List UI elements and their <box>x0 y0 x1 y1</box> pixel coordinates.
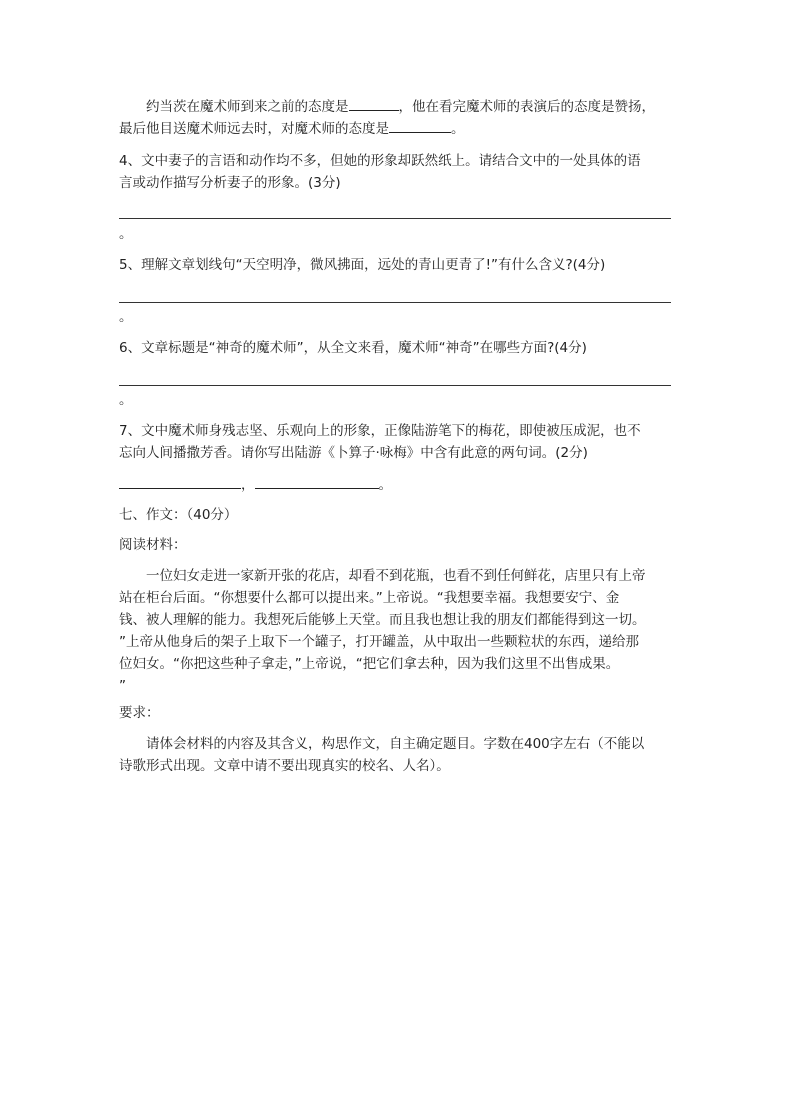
passage-line-2: 站在柜台后面。“你想要什么都可以提出来。”上帝说。“我想要幸福。我想要安宁、金 <box>119 590 620 606</box>
intro-text-a: 约当茨在魔术师到来之前的态度是 <box>146 99 349 115</box>
intro-line-2 <box>119 118 679 140</box>
question-7-line-1: 7、文中魔术师身残志坚、乐观向上的形象，正像陆游笔下的梅花，即使被压成泥，也不 <box>119 423 641 439</box>
intro-text-b: ，他在看完魔术师的表演后的态度是赞扬， <box>398 99 655 115</box>
question-6-line-1: 6、文章标题是“神奇的魔术师”，从全文来看，魔术师“神奇”在哪些方面?(4分) <box>119 340 587 356</box>
passage-line-5: 位妇女。“你把这些种子拿走，”上帝说，“把它们拿去种，因为我们这里不出售成果。 <box>119 656 620 672</box>
question-7-answer <box>119 474 679 496</box>
answer-line-q4[interactable] <box>119 218 671 219</box>
question-4-line-1: 4、文中妻子的言语和动作均不多，但她的形象却跃然纸上。请结合文中的一处具体的语 <box>119 153 641 169</box>
question-5-line-1: 5、理解文章划线句“天空明净，微风拂面，远处的青山更青了!”有什么含义?(4分) <box>119 257 606 273</box>
reading-material-label: 阅读材料： <box>119 537 187 553</box>
answer-end-q6: 。 <box>119 392 133 408</box>
intro-text-end: 。 <box>451 121 465 137</box>
poem-separator: ， <box>241 477 255 493</box>
question-4 <box>119 150 679 194</box>
reading-material-passage <box>119 565 679 697</box>
answer-line-q5[interactable] <box>119 302 671 303</box>
blank-poem-line-2[interactable] <box>255 474 379 489</box>
passage-line-3: 钱、被人理解的能力。我想死后能够上天堂。而且我也想让我的朋友们都能得到这一切。 <box>119 612 646 628</box>
requirements-line-1: 请体会材料的内容及其含义，构思作文，自主确定题目。字数在400字左右（不能以 <box>146 736 645 752</box>
passage-line-4: ”上帝从他身后的架子上取下一个罐子，打开罐盖，从中取出一些颗粒状的东西，递给那 <box>119 634 639 650</box>
blank-poem-line-1[interactable] <box>119 474 241 489</box>
answer-end-q4: 。 <box>119 226 133 242</box>
poem-end: 。 <box>378 477 392 493</box>
answer-end-q5: 。 <box>119 309 133 325</box>
passage-line-6: ” <box>119 678 126 694</box>
intro-line-1 <box>119 96 706 118</box>
blank-farewell-attitude[interactable] <box>389 118 451 133</box>
composition-heading: 七、作文：（40分） <box>119 507 238 523</box>
answer-line-q6[interactable] <box>119 385 671 386</box>
requirements-text <box>119 733 679 777</box>
intro-text-c: 最后他目送魔术师远去时，对魔术师的态度是 <box>119 121 389 137</box>
question-5 <box>119 254 679 276</box>
passage-line-1: 一位妇女走进一家新开张的花店，却看不到花瓶，也看不到任何鲜花，店里只有上帝 <box>146 568 646 584</box>
question-4-line-2: 言或动作描写分析妻子的形象。(3分) <box>119 175 341 191</box>
question-6 <box>119 337 679 359</box>
question-7-line-2: 忘向人间播撒芳香。请你写出陆游《卜算子·咏梅》中含有此意的两句词。(2分) <box>119 445 588 461</box>
requirements-label: 要求： <box>119 705 160 721</box>
question-7 <box>119 420 679 464</box>
blank-before-magician[interactable] <box>349 96 399 111</box>
requirements-line-2: 诗歌形式出现。文章中请不要出现真实的校名、人名）。 <box>119 758 450 774</box>
